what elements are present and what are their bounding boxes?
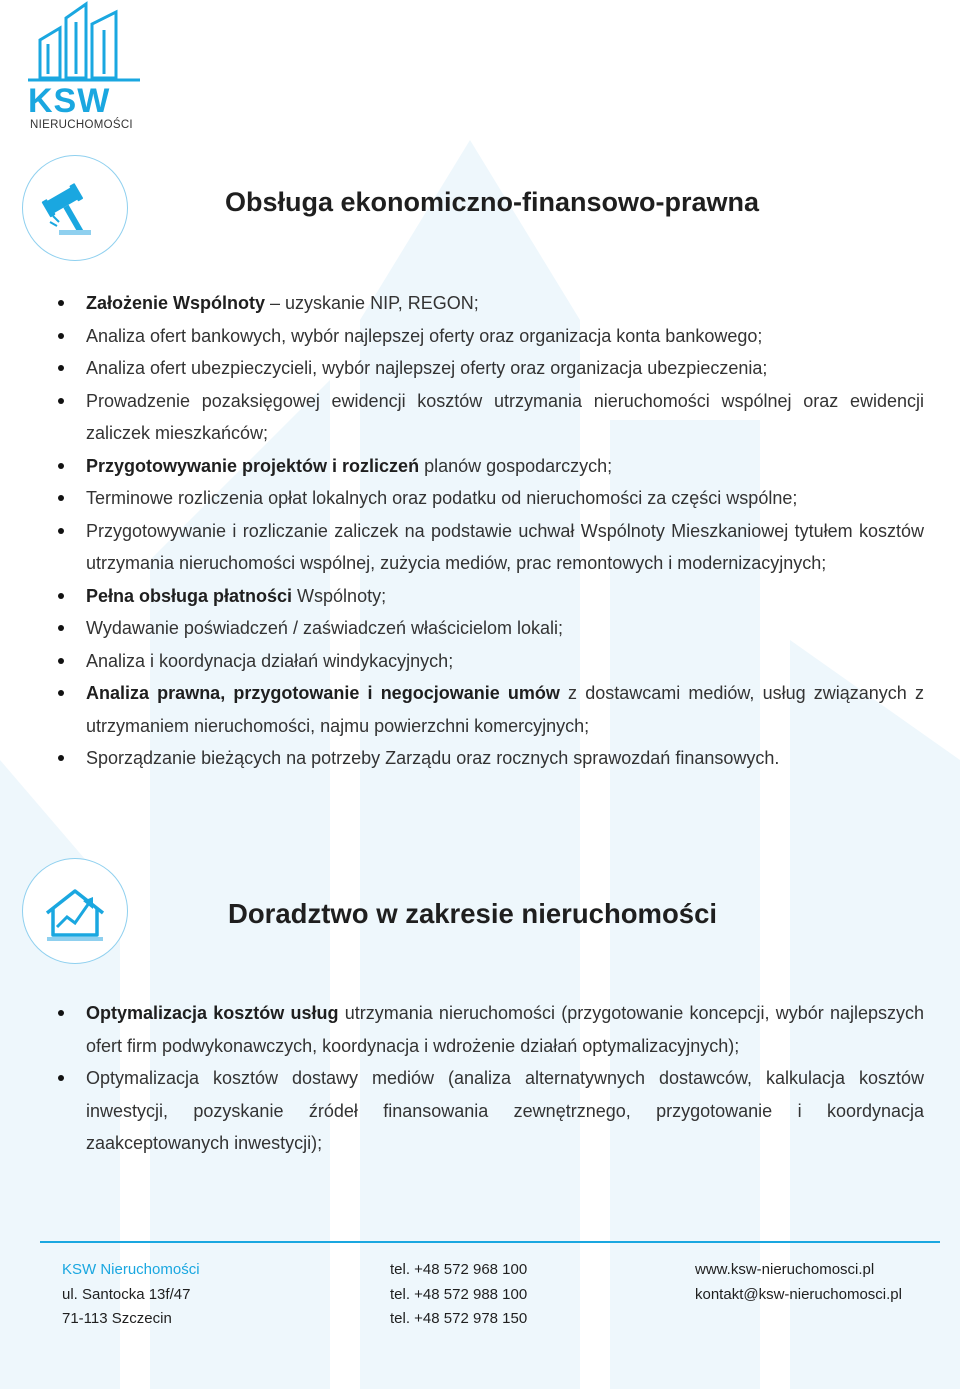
finance-services-list	[58, 287, 924, 775]
section-title-advisory: Doradztwo w zakresie nieruchomości	[228, 898, 718, 929]
footer-city: 71-113 Szczecin	[62, 1310, 172, 1327]
list-item: Sporządzanie bieżących na potrzeby Zarządu oraz rocznych sprawozdań finansowych.	[58, 742, 924, 775]
list-item: Założenie Wspólnoty – uzyskanie NIP, REGON;	[58, 287, 924, 320]
footer-contact	[695, 1258, 902, 1307]
list-item: Pełna obsługa płatności Wspólnoty;	[58, 580, 924, 613]
list-item: Analiza ofert bankowych, wybór najlepszej oferty oraz organizacja konta bankowego;	[58, 320, 924, 353]
phone-link[interactable]: tel. +48 572 978 150	[390, 1310, 528, 1327]
list-item: Optymalizacja kosztów dostawy mediów (analiza alternatywnych dostawców, kalkulacja kosztów inwestycji, pozyskanie źródeł finansowania zewnętrznego, przygotowanie i koordynacja zaakceptowanych inwestycji);	[58, 1062, 924, 1160]
footer-company: KSW Nieruchomości	[62, 1261, 200, 1278]
section-title-finance: Obsługa ekonomiczno-finansowo-prawna	[225, 187, 760, 217]
email-link[interactable]: kontakt@ksw-nieruchomosci.pl	[695, 1285, 902, 1303]
gavel-icon	[22, 155, 128, 261]
footer-address	[62, 1258, 200, 1332]
footer-divider	[40, 1241, 940, 1243]
advisory-services-list	[58, 997, 924, 1160]
list-item: Prowadzenie pozaksięgowej ewidencji kosztów utrzymania nieruchomości wspólnej oraz ewidencji zaliczek mieszkańców;	[58, 385, 924, 450]
footer-street: ul. Santocka 13f/47	[62, 1285, 191, 1303]
footer-phones	[390, 1258, 527, 1332]
phone-link[interactable]: tel. +48 572 968 100	[390, 1261, 528, 1278]
phone-link[interactable]: tel. +48 572 988 100	[390, 1285, 528, 1303]
list-item: Optymalizacja kosztów usług utrzymania nieruchomości (przygotowanie koncepcji, wybór najlepszych ofert firm podwykonawczych, koordynacja i wdrożenie działań optymalizacyjnych);	[58, 997, 924, 1062]
logo-wordmark: KSW	[28, 82, 111, 120]
website-link[interactable]: www.ksw-nieruchomosci.pl	[695, 1261, 875, 1278]
list-item: Analiza ofert ubezpieczycieli, wybór najlepszej oferty oraz organizacja ubezpieczenia;	[58, 352, 924, 385]
list-item: Analiza i koordynacja działań windykacyjnych;	[58, 645, 924, 678]
list-item: Wydawanie poświadczeń / zaświadczeń właścicielom lokali;	[58, 612, 924, 645]
list-item: Przygotowywanie i rozliczanie zaliczek na podstawie uchwał Wspólnoty Mieszkaniowej tytułem kosztów utrzymania nieruchomości wspólnej, zużycia mediów, prac remontowych i modernizacyjnych;	[58, 515, 924, 580]
list-item: Analiza prawna, przygotowanie i negocjowanie umów z dostawcami mediów, usług związanych z utrzymaniem nieruchomości, najmu powierzchni komercyjnych;	[58, 677, 924, 742]
list-item: Terminowe rozliczenia opłat lokalnych oraz podatku od nieruchomości za części wspólne;	[58, 482, 924, 515]
house-growth-icon	[22, 858, 128, 964]
logo-subtitle: NIERUCHOMOŚCI	[30, 119, 133, 131]
list-item: Przygotowywanie projektów i rozliczeń planów gospodarczych;	[58, 450, 924, 483]
